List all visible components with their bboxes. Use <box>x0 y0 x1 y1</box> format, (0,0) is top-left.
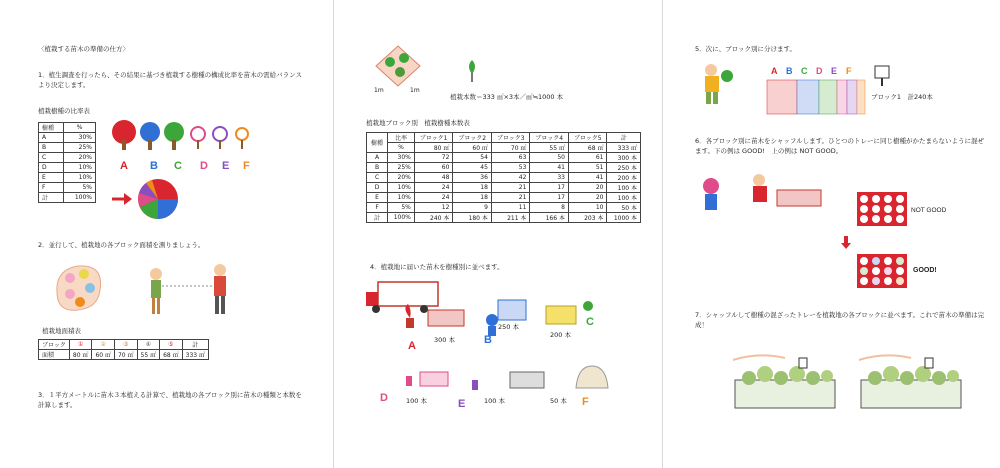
planting-grid-illustration <box>374 44 484 94</box>
species-letter: D <box>200 160 208 172</box>
table-row: C 20% <box>39 153 96 163</box>
species-letter: C <box>586 316 594 328</box>
table-row: 面積 80 ㎡ 60 ㎡ 70 ㎡ 55 ㎡ 68 ㎡ 333 ㎡ <box>39 350 209 360</box>
table-row: D 10% 24 18 21 17 20 100 本 <box>367 183 641 193</box>
seedling-count: 250 本 <box>498 323 519 331</box>
species-letter: D <box>816 66 823 76</box>
step-1-text: 1．植生調査を行ったら、その結果に基づき植栽する樹種の構成比率を苗木の需給バランスより決定します。 <box>38 71 302 89</box>
species-letter: E <box>458 398 466 410</box>
step-2-text: 2．並行して、植栽地の各ブロック面積を測りましょう。 <box>38 241 205 249</box>
ratio-header: % <box>64 123 96 133</box>
planting-formula: 植栽本数＝333 ㎡×3本／㎡≒1000 本 <box>450 93 564 101</box>
ratio-table-caption: 植栽樹種の比率表 <box>38 107 90 115</box>
species-letter: E <box>222 160 230 172</box>
table-row: C 20% 48 36 42 33 41 200 本 <box>367 173 641 183</box>
table-row: E 10% <box>39 173 96 183</box>
not-good-grid <box>857 192 907 226</box>
species-letter: B <box>786 66 793 76</box>
seedling-count: 100 本 <box>484 397 505 405</box>
area-table-caption: 植栽地面積表 <box>42 327 81 335</box>
step-4-text: 4．植栽地に届いた苗木を樹種別に並べます。 <box>370 263 504 271</box>
block-table-body <box>367 153 641 223</box>
seedling-tray <box>859 355 961 408</box>
species-letter: E <box>831 66 838 76</box>
block-division-grid <box>767 80 867 116</box>
not-good-label: NOT GOOD <box>911 207 947 214</box>
block-sign-icon <box>873 64 893 86</box>
table-row: B 25% <box>39 143 96 153</box>
page-title: 〈植栽する苗木の準備の仕方〉 <box>38 45 129 53</box>
seedling-count: 100 本 <box>406 397 427 405</box>
grid-label: 1m <box>374 87 384 94</box>
seedlings-by-species <box>398 300 638 410</box>
finished-trays-illustration <box>729 352 979 428</box>
arrow-down-icon <box>841 236 851 250</box>
tree-icon <box>112 120 248 150</box>
table-row: 計 100% <box>39 193 96 203</box>
step-6-text: 6．各ブロック別に苗木をシャッフルします。ひとつのトレーに同じ樹種がかたまらないように混ぜます。下の例は GOOD! 上の例は NOT GOOD。 <box>695 137 984 155</box>
table-row: 計 100% 240 本 180 本 211 本 166 本 203 本 1000 本 <box>367 213 641 223</box>
ratio-header: 樹種 <box>39 123 64 133</box>
ratio-table <box>38 122 96 203</box>
species-letter: B <box>484 334 492 346</box>
table-row: F 5% 12 9 11 8 10 50 本 <box>367 203 641 213</box>
shuffling-worker-illustration <box>697 172 827 220</box>
seedling-count: 300 本 <box>434 336 455 344</box>
species-letter: F <box>243 160 250 172</box>
ratio-pie-chart <box>110 178 190 220</box>
table-row: D 10% <box>39 163 96 173</box>
block-1-total: ブロック1 計240本 <box>871 93 933 101</box>
step-5-text: 5．次に、ブロック別に分けます。 <box>695 45 796 53</box>
species-letter: A <box>771 66 778 76</box>
site-survey-illustration <box>48 260 248 320</box>
seedling-count: 200 本 <box>550 331 571 339</box>
worker-illustration <box>697 62 737 106</box>
species-letter: D <box>380 392 388 404</box>
step-3-text: 3．１平方メートルに苗木３本植える計算で、植栽地の各ブロック別に苗木の種類と本数を計算します。 <box>38 391 302 409</box>
species-letter: A <box>120 160 128 172</box>
seedling-count: 50 本 <box>550 397 567 405</box>
species-letter: C <box>801 66 808 76</box>
table-row: E 10% 24 18 21 17 20 100 本 <box>367 193 641 203</box>
table-row: B 25% 60 45 53 41 51 250 本 <box>367 163 641 173</box>
area-table: ブロック ① ② ③ ④ ⑤ 計 面積 80 ㎡ 60 ㎡ 70 ㎡ 55 ㎡ 68 ㎡ 333 ㎡ <box>38 339 209 360</box>
page-2 <box>333 0 663 468</box>
page-1 <box>0 0 330 468</box>
species-letter: B <box>150 160 158 172</box>
page-3 <box>667 0 1000 468</box>
grid-label: 1m <box>410 87 420 94</box>
good-label: GOOD! <box>913 267 937 274</box>
seedling-tray <box>733 355 835 408</box>
species-letter: F <box>582 396 589 408</box>
species-letter: C <box>174 160 182 172</box>
tree-species-illustration <box>110 118 250 152</box>
step-7-text: 7．シャッフルして樹種の混ざったトレーを植栽地の各ブロックに並べます。これで苗木の準備は完成！ <box>695 311 985 329</box>
table-row: F 5% <box>39 183 96 193</box>
species-letter: F <box>846 66 852 76</box>
good-grid <box>857 254 907 288</box>
block-species-table: 樹種 比率 ブロック1 ブロック2 ブロック3 ブロック4 ブロック5 計 % 80 ㎡ 60 ㎡ 70 ㎡ 55 ㎡ 68 ㎡ 333 ㎡ A 30% 72 54 63 50 61 300 本 B 25% 60 45 53 41 51 250 本 C 20% 48 36 42 33 41 200 本 D 10% 24 18 21 17 20 100 本 E 10% 24 18 21 17 20 100 本 F 5% 12 9 11 8 10 50 本 計 100% 240 本 180 本 211 本 166 本 203 本 1000 本 <box>366 132 641 223</box>
block-table-caption: 植栽地ブロック別 植栽樹種本数表 <box>366 119 470 127</box>
table-row: A 30% <box>39 133 96 143</box>
table-row: A 30% 72 54 63 50 61 300 本 <box>367 153 641 163</box>
species-letter: A <box>408 340 416 352</box>
